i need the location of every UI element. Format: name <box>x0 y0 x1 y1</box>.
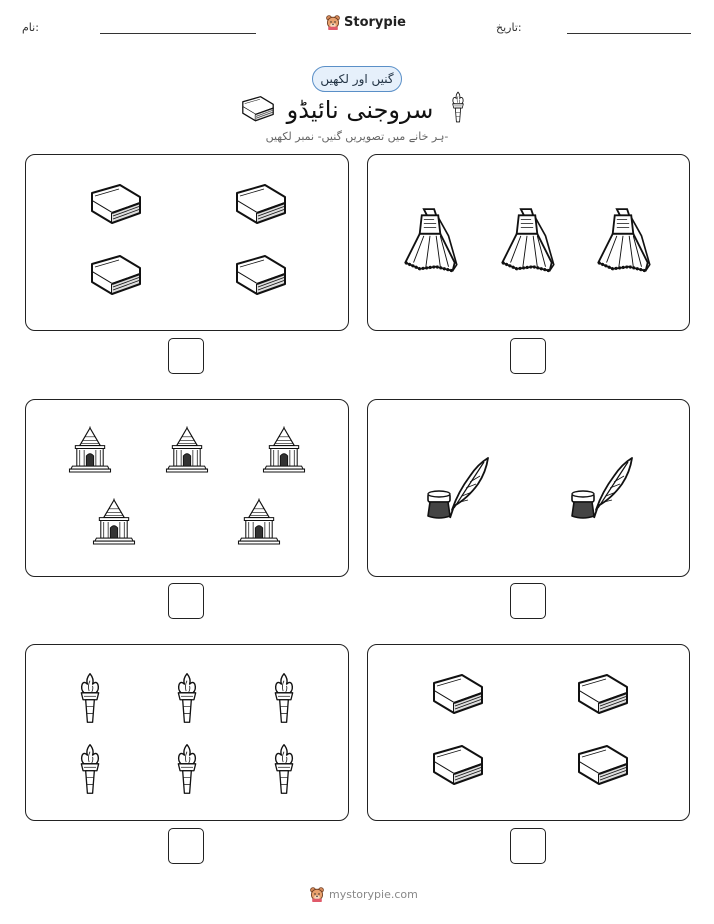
bear-logo-icon <box>309 886 325 902</box>
book-icon <box>428 671 488 721</box>
name-label: نام: <box>22 21 39 34</box>
temple-icon <box>262 424 306 476</box>
bear-logo-icon <box>325 14 341 30</box>
book-icon <box>86 181 146 231</box>
counting-panel-quills <box>367 399 690 577</box>
book-icon <box>231 252 291 302</box>
torch-icon <box>271 742 297 796</box>
book-title-icon <box>239 94 277 126</box>
answer-box-sarees[interactable] <box>510 338 546 374</box>
footer <box>309 886 418 902</box>
logo-text: Storypie <box>344 14 406 30</box>
book-icon <box>86 252 146 302</box>
date-label: تاریخ: <box>496 21 522 34</box>
temple-icon <box>165 424 209 476</box>
instruction-text: ہر خانے میں تصویریں گنیں- نمبر لکھیں- <box>265 130 449 143</box>
torch-icon <box>271 671 297 725</box>
temple-icon <box>92 496 136 548</box>
page-title: سروجنی نائیڈو <box>286 96 434 124</box>
torch-icon <box>77 671 103 725</box>
book-icon <box>573 671 633 721</box>
answer-box-books-1[interactable] <box>168 338 204 374</box>
saree-icon <box>495 205 559 277</box>
book-icon <box>231 181 291 231</box>
quill-inkpot-icon <box>566 452 636 522</box>
book-icon <box>428 742 488 792</box>
counting-panel-sarees <box>367 154 690 331</box>
answer-box-quills[interactable] <box>510 583 546 619</box>
saree-icon <box>591 205 655 277</box>
worksheet-tag <box>312 66 402 92</box>
answer-box-torches[interactable] <box>168 828 204 864</box>
torch-title-icon <box>450 91 466 123</box>
book-icon <box>573 742 633 792</box>
answer-box-books-2[interactable] <box>510 828 546 864</box>
name-field-line[interactable] <box>100 33 256 34</box>
footer-url[interactable]: mystorypie.com <box>329 887 418 901</box>
counting-panel-books-2 <box>367 644 690 821</box>
worksheet-tag-text: گنیں اور لکھیں <box>320 72 394 86</box>
counting-panel-books-1 <box>25 154 349 331</box>
answer-box-temples[interactable] <box>168 583 204 619</box>
torch-icon <box>77 742 103 796</box>
temple-icon <box>237 496 281 548</box>
storypie-logo <box>325 14 406 30</box>
temple-icon <box>68 424 112 476</box>
counting-panel-temples <box>25 399 349 577</box>
quill-inkpot-icon <box>422 452 492 522</box>
saree-icon <box>398 205 462 277</box>
counting-panel-torches <box>25 644 349 821</box>
date-field-line[interactable] <box>567 33 691 34</box>
torch-icon <box>174 742 200 796</box>
torch-icon <box>174 671 200 725</box>
